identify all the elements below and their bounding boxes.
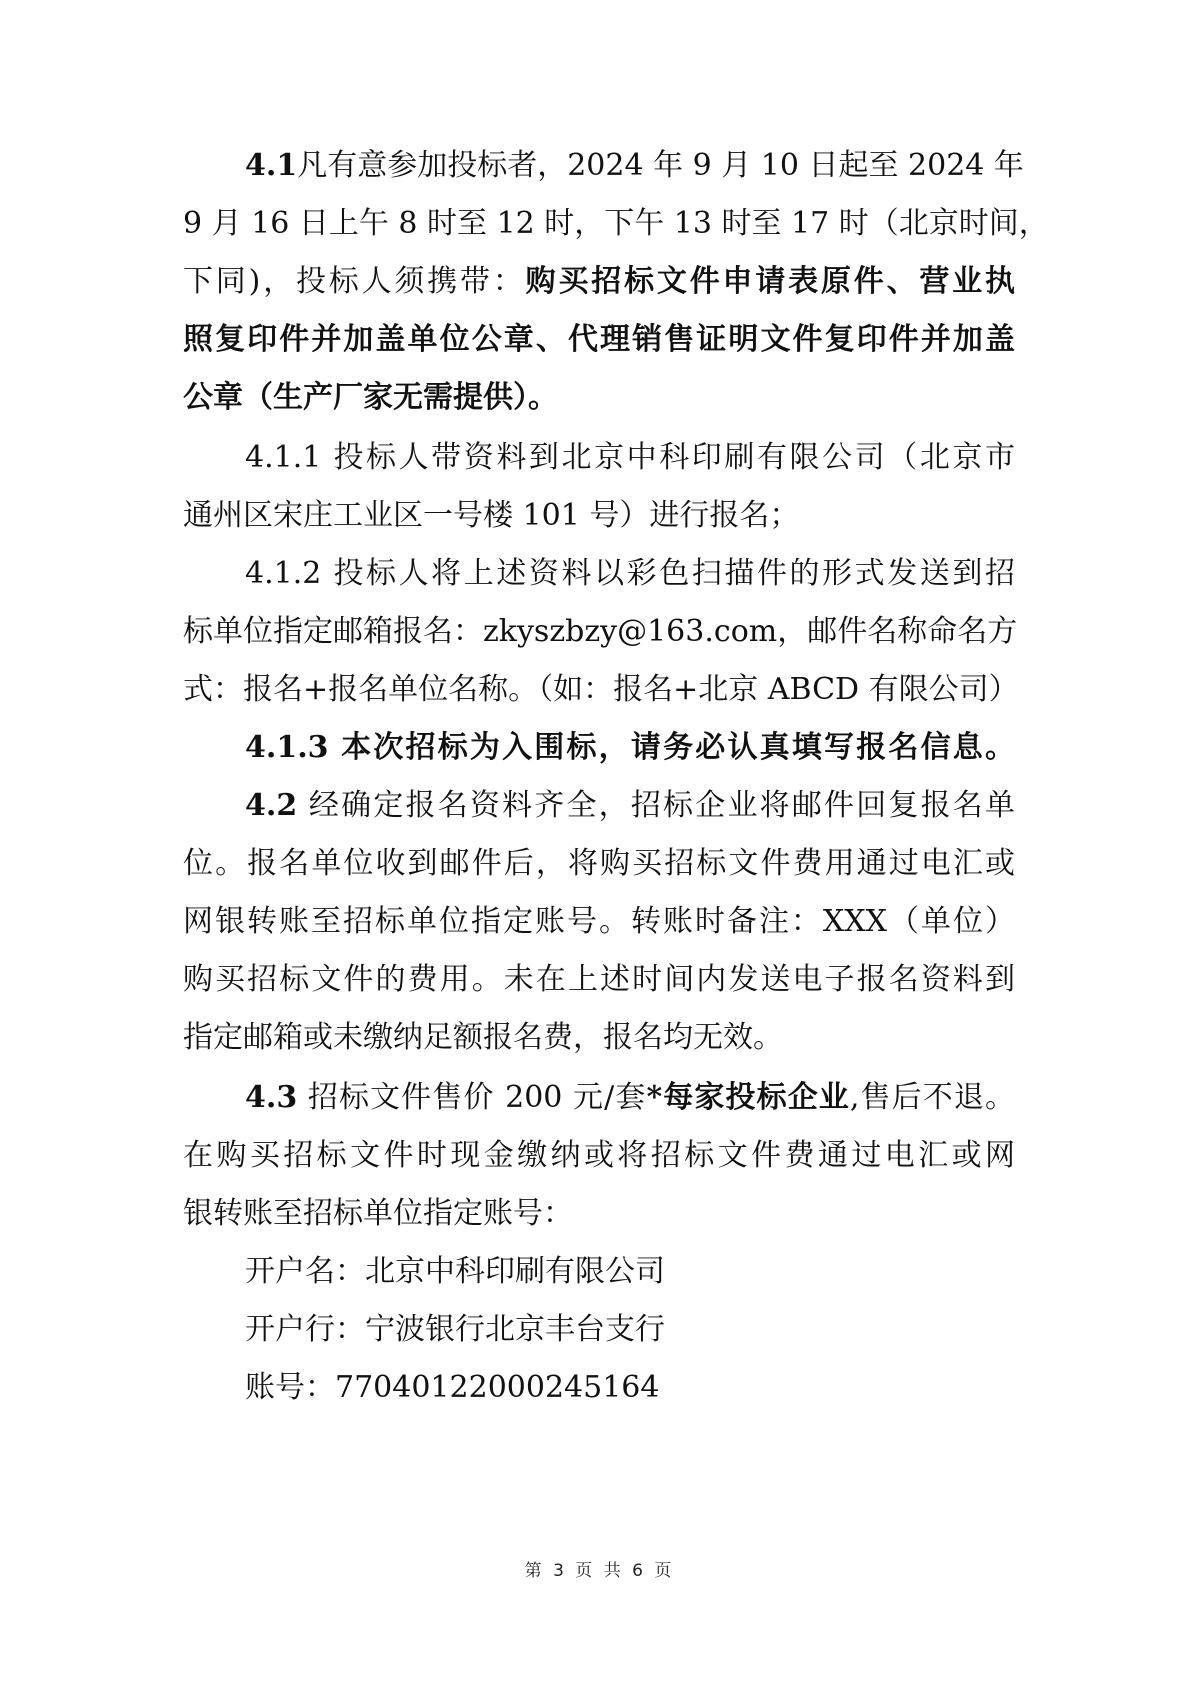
paragraph-4-3-line-3 — [183, 1194, 1015, 1234]
text-segment: 位。报名单位收到邮件后，将购买招标文件费用通过电汇或 — [183, 846, 1015, 881]
bold-requirements: 购买招标文件申请表原件、营业执 — [525, 264, 1015, 299]
paragraph-4-1-line-1 — [245, 146, 1024, 186]
paragraph-4-1-line-5 — [183, 378, 1015, 418]
text-segment: 式：报名+报名单位名称。（如：报名+北京 ABCD 有限公司） — [183, 672, 1019, 707]
account-number-text: 账号：77040122000245164 — [245, 1370, 660, 1405]
paragraph-4-2-line-1 — [245, 786, 1015, 826]
paragraph-4-2-line-3 — [183, 902, 1015, 942]
paragraph-4-1-2-line-1 — [245, 554, 1015, 594]
section-number: 4.2 — [245, 788, 298, 823]
text-segment: 4.1.1 投标人带资料到北京中科印刷有限公司（北京市 — [245, 440, 1015, 475]
paragraph-4-1-1-line-1 — [245, 438, 1015, 478]
account-number — [245, 1368, 1015, 1408]
text-segment: 指定邮箱或未缴纳足额报名费，报名均无效。 — [183, 1020, 783, 1055]
bold-per-company: *每家投标企业 — [646, 1080, 850, 1115]
bold-requirements: 公章（生产厂家无需提供）。 — [183, 380, 558, 415]
section-number: 4.1 — [245, 148, 298, 183]
text-segment: 经确定报名资料齐全，招标企业将邮件回复报名单 — [297, 788, 1015, 823]
account-name-text: 开户名：北京中科印刷有限公司 — [245, 1254, 665, 1289]
paragraph-4-1-line-2 — [183, 204, 1049, 244]
text-segment: 凡有意参加投标者，2024 年 9 月 10 日起至 2024 年 — [297, 148, 1024, 183]
text-segment: 银转账至招标单位指定账号： — [183, 1196, 573, 1231]
section-number: 4.3 — [245, 1080, 298, 1115]
paragraph-4-1-2-line-2 — [183, 612, 1018, 652]
bold-notice: 4.1.3 本次招标为入围标，请务必认真填写报名信息。 — [245, 730, 1015, 765]
text-segment: 购买招标文件的费用。未在上述时间内发送电子报名资料到 — [183, 962, 1015, 997]
paragraph-4-3-line-1 — [245, 1078, 1015, 1118]
paragraph-4-1-line-4 — [183, 320, 1015, 360]
paragraph-4-2-line-4 — [183, 960, 1015, 1000]
bold-requirements: 照复印件并加盖单位公章、代理销售证明文件复印件并加盖 — [183, 322, 1015, 357]
text-segment: 网银转账至招标单位指定账号。转账时备注：XXX（单位） — [183, 904, 1015, 939]
paragraph-4-1-3 — [245, 728, 1015, 768]
text-segment: 下同)，投标人须携带： — [183, 264, 526, 299]
price-text: 招标文件售价 200 元/套 — [297, 1080, 647, 1115]
address-text: 通州区宋庄工业区一号楼 101 号）进行报名； — [183, 498, 800, 533]
account-name — [245, 1252, 1015, 1292]
page-footer: 第 3 页 共 6 页 — [524, 1561, 675, 1581]
paragraph-4-3-line-2 — [183, 1136, 1015, 1176]
paragraph-4-1-2-line-3 — [183, 670, 1019, 710]
paragraph-4-2-line-2 — [183, 844, 1015, 884]
account-bank-text: 开户行：宁波银行北京丰台支行 — [245, 1312, 665, 1347]
email-text: 标单位指定邮箱报名：zkyszbzy@163.com，邮件名称命名方 — [183, 614, 1018, 649]
text-segment: 在购买招标文件时现金缴纳或将招标文件费通过电汇或网 — [183, 1138, 1015, 1173]
account-bank — [245, 1310, 1015, 1350]
paragraph-4-1-1-line-2 — [183, 496, 1015, 536]
paragraph-4-1-line-3 — [183, 262, 1015, 302]
text-segment: 4.1.2 投标人将上述资料以彩色扫描件的形式发送到招 — [245, 556, 1015, 591]
text-segment: 9 月 16 日上午 8 时至 12 时，下午 13 时至 17 时（北京时间， — [183, 206, 1049, 241]
text-segment: ,售后不退。 — [849, 1080, 1015, 1115]
paragraph-4-2-line-5 — [183, 1018, 1015, 1058]
